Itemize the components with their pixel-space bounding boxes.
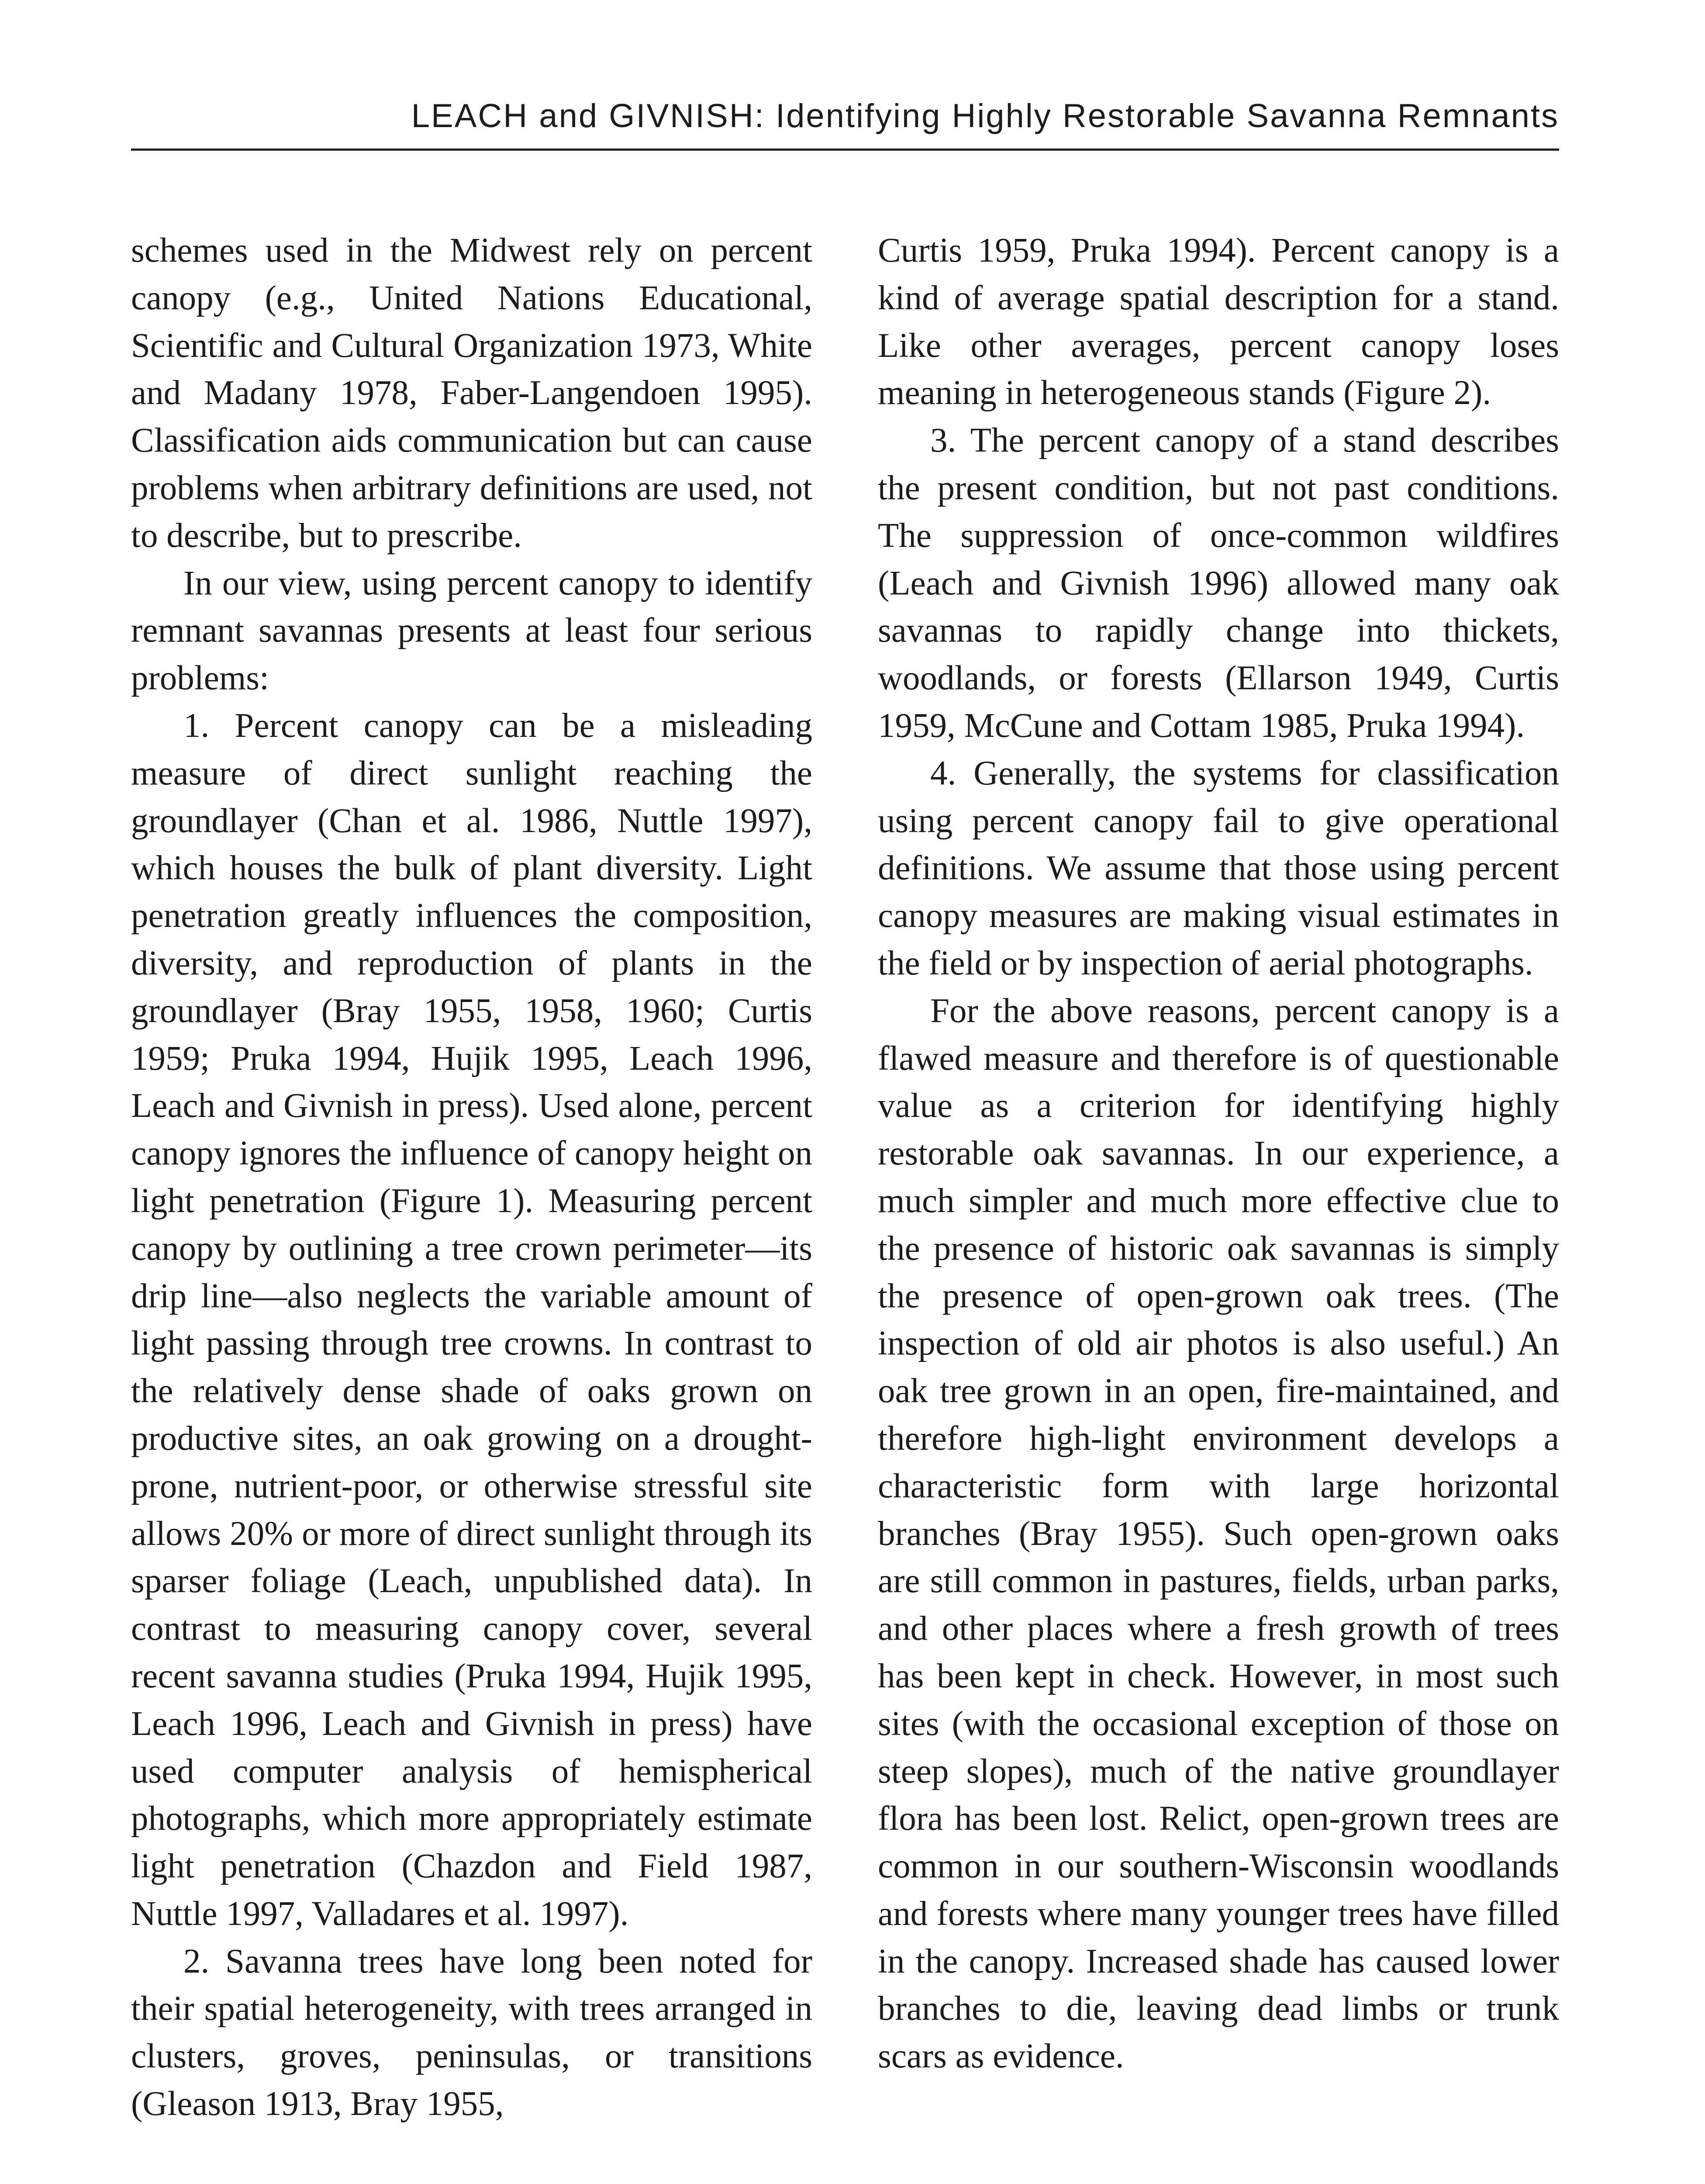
running-head: LEACH and GIVNISH: Identifying Highly Restorable Savanna Remnants: [411, 97, 1559, 135]
paragraph: 1. Percent canopy can be a misleading measure of direct sunlight reaching the groundlayer (Chan et al. 1986, Nuttle 1997), which houses the bulk of plant diversity. Light penetration greatly influences the composition, diversity, and reproduction of plants in the groundlayer (Bray 1955, 1958, 1960; Curtis 1959; Pruka 1994, Hujik 1995, Leach 1996, Leach and Givnish in press). Used alone, percent canopy ignores the influence of canopy height on light penetration (Figure 1). Measuring percent canopy by outlining a tree crown perimeter—its drip line—also neglects the variable amount of light passing through tree crowns. In contrast to the relatively dense shade of oaks grown on productive sites, an oak growing on a drought-prone, nutrient-poor, or otherwise stressful site allows 20% or more of direct sunlight through its sparser foliage (Leach, unpublished data). In contrast to measuring canopy cover, several recent savanna studies (Pruka 1994, Hujik 1995, Leach 1996, Leach and Givnish in press) have used computer analysis of hemispherical photographs, which more appropriately estimate light penetration (Chazdon and Field 1987, Nuttle 1997, Valladares et al. 1997).: [131, 706, 812, 1933]
right-column: [878, 227, 1559, 2080]
paragraph: Curtis 1959, Pruka 1994). Percent canopy is a kind of average spatial description for a stand. Like other averages, percent canopy loses meaning in heterogeneous stands (Figure 2).: [878, 232, 1559, 412]
paragraph: 3. The percent canopy of a stand describes the present condition, but not past conditions. The suppression of once-common wildfires (Leach and Givnish 1996) allowed many oak savannas to rapidly change into thickets, woodlands, or forests (Ellarson 1949, Curtis 1959, McCune and Cottam 1985, Pruka 1994).: [878, 422, 1559, 745]
paragraph: schemes used in the Midwest rely on percent canopy (e.g., United Nations Educational, Scientific and Cultural Organization 1973, White and Madany 1978, Faber-Langendoen 1995). Classification aids communication but can cause problems when arbitrary definitions are used, not to describe, but to prescribe.: [131, 232, 812, 555]
left-column: [131, 227, 812, 2128]
header-rule: [131, 149, 1559, 151]
paragraph: 4. Generally, the systems for classification using percent canopy fail to give operational definitions. We assume that those using percent canopy measures are making visual estimates in the field or by inspection of aerial photographs.: [878, 754, 1559, 982]
paragraph: In our view, using percent canopy to identify remnant savannas presents at least four serious problems:: [131, 564, 812, 698]
paragraph: For the above reasons, percent canopy is a flawed measure and therefore is of questionable value as a criterion for identifying highly restorable oak savannas. In our experience, a much simpler and much more effective clue to the presence of historic oak savannas is simply the presence of open-grown oak trees. (The inspection of old air photos is also useful.) An oak tree grown in an open, fire-maintained, and therefore high-light environment develops a characteristic form with large horizontal branches (Bray 1955). Such open-grown oaks are still common in pastures, fields, urban parks, and other places where a fresh growth of trees has been kept in check. However, in most such sites (with the occasional exception of those on steep slopes), much of the native groundlayer flora has been lost. Relict, open-grown trees are common in our southern-Wisconsin woodlands and forests where many younger trees have filled in the canopy. Increased shade has caused lower branches to die, leaving dead limbs or trunk scars as evidence.: [878, 992, 1559, 2076]
paragraph: 2. Savanna trees have long been noted for their spatial heterogeneity, with trees arranged in clusters, groves, peninsulas, or transitions (Gleason 1913, Bray 1955,: [131, 1942, 812, 2123]
